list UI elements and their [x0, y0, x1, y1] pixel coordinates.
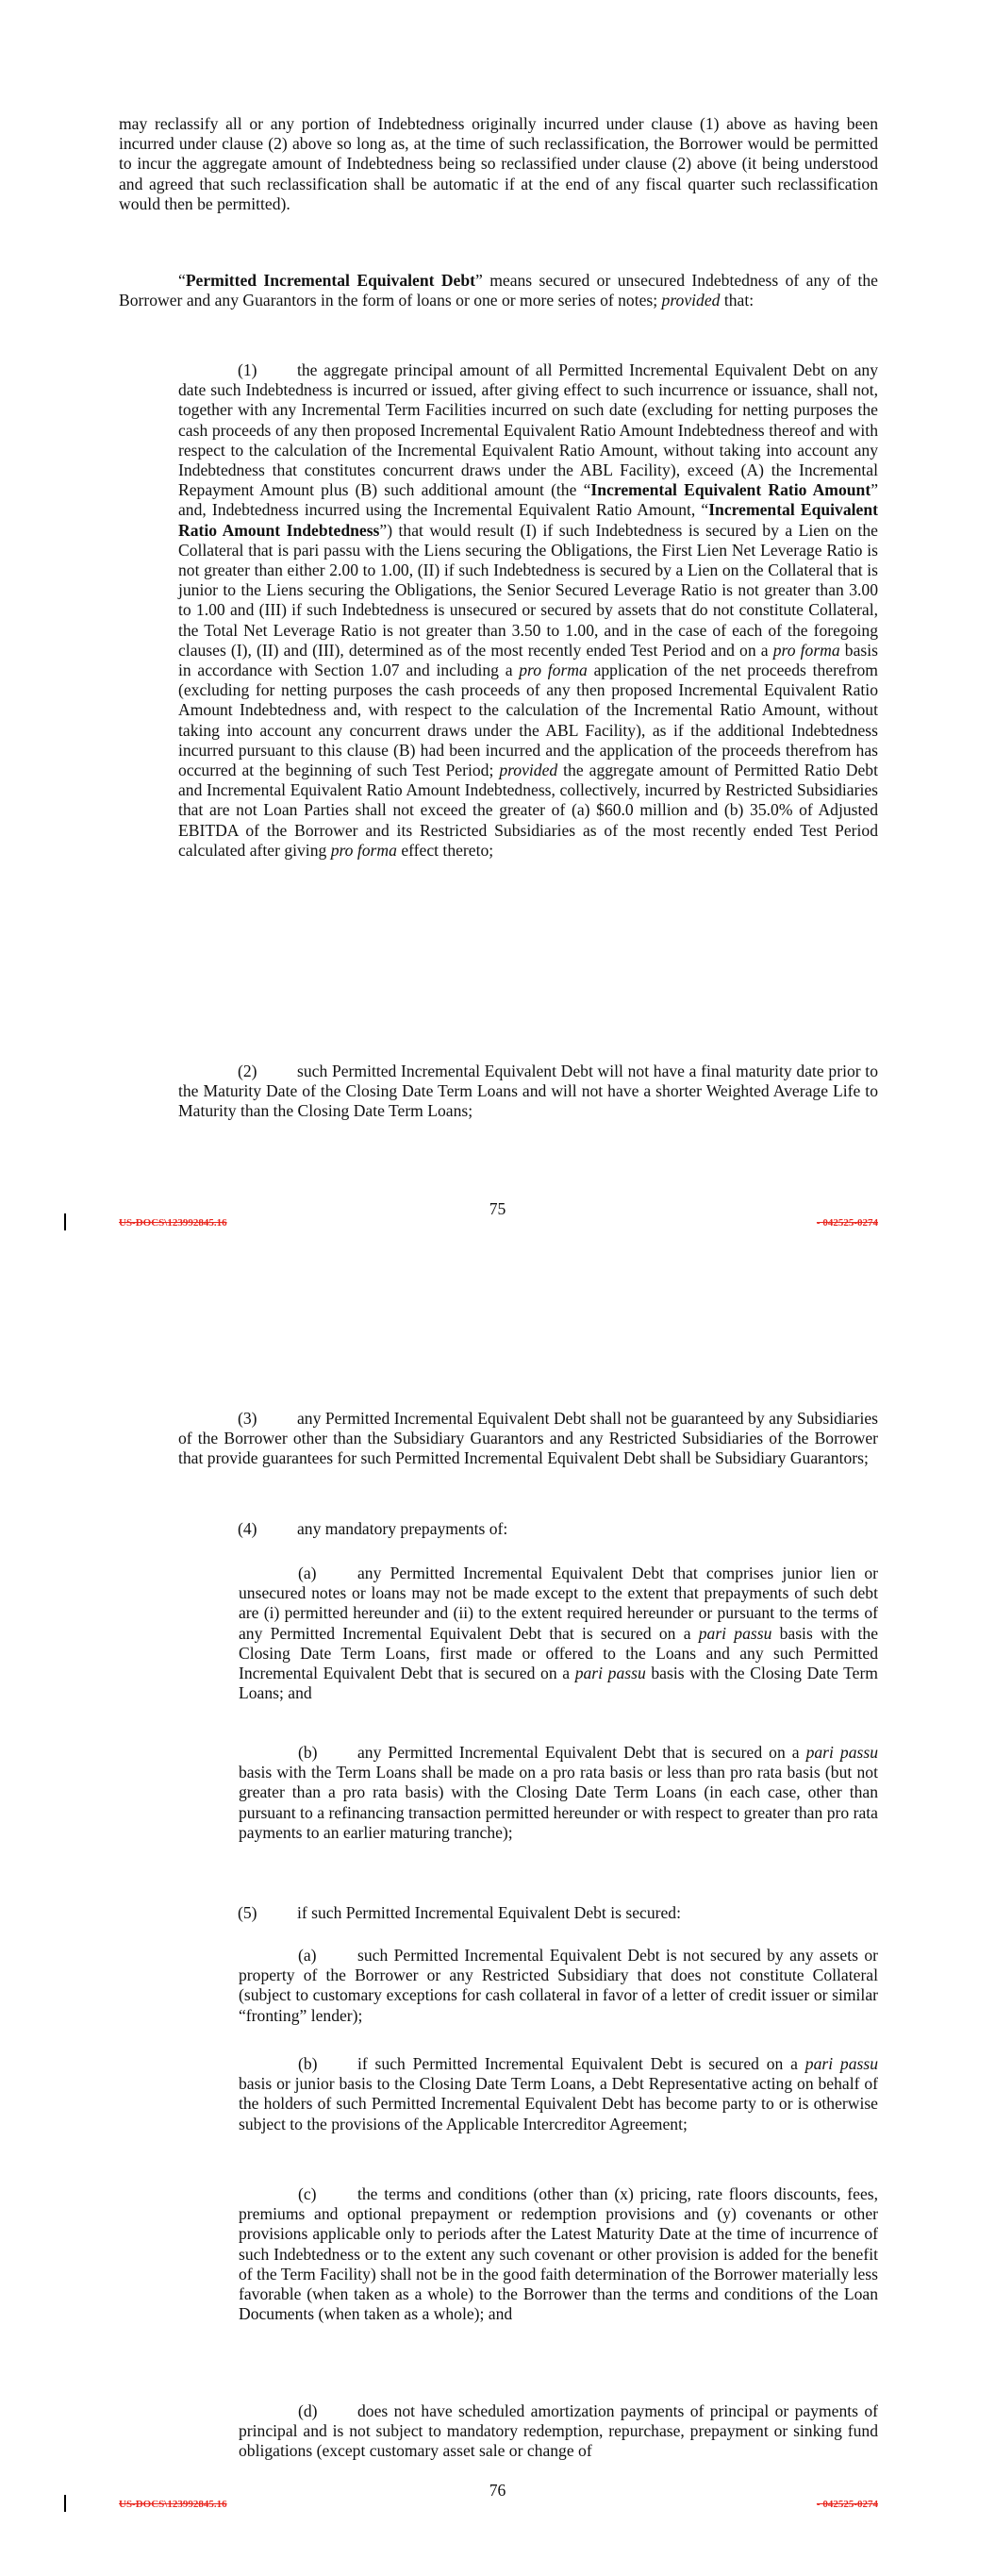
clause-5: (5) if such Permitted Incremental Equivalent Debt is secured:: [238, 1903, 681, 1922]
clause-number: (b): [298, 1743, 318, 1762]
clause-number: (4): [238, 1519, 257, 1538]
change-bar: [64, 2495, 66, 2512]
clause-4: (4) any mandatory prepayments of:: [238, 1519, 508, 1538]
clause-5a: (a) such Permitted Incremental Equivalent Debt is not secured by any assets or property of the Borrower or any Restricted Subsidiary that does not constitute Collateral (subject to customary exceptions for cash collateral in favor of a letter of credit issuer or similar “fronting” lender);: [239, 1946, 878, 2025]
footer-matter-number: - 042525-0274: [816, 2499, 878, 2510]
page-number: 76: [489, 2481, 506, 2500]
carryover-paragraph: may reclassify all or any portion of Indebtedness originally incurred under clause (1) above as having been incurred under clause (2) above so long as, at the time of such reclassification, the Borrower would be permitted to incur the aggregate amount of Indebtedness being so reclassified under clause (2) above (it being understood and agreed that such reclassification shall be automatic if at the end of any fiscal quarter such reclassification would then be permitted).: [119, 114, 878, 213]
clause-4b: (b) any Permitted Incremental Equivalent Debt that is secured on a pari passu basis with the Term Loans shall be made on a pro rata basis or less than pro rata basis (but not greater than a pro rata basis) with the Closing Date Term Loans (in each case, other than pursuant to a refinancing transaction permitted hereunder or with respect to greater than pro rata payments to an earlier maturing tranche);: [239, 1743, 879, 1842]
page-75: [0, 0, 995, 1264]
change-bar: [64, 1213, 66, 1230]
clause-number: (1): [238, 360, 257, 379]
footer-doc-id: US-DOCS\123992845.16: [119, 1217, 227, 1229]
clause-number: (3): [238, 1409, 257, 1428]
footer-matter-number: - 042525-0274: [816, 1217, 878, 1229]
clause-number: (5): [238, 1903, 257, 1922]
defined-term: Incremental Equivalent Ratio Amount: [590, 480, 871, 500]
clause-3: (3) any Permitted Incremental Equivalent Debt shall not be guaranteed by any Subsidiaries of the Borrower other than the Subsidiary Guarantors and any Restricted Subsidiaries of the Borrower that provide guarantees for such Permitted Incremental Equivalent Debt shall be Subsidiary Guarantors;: [178, 1409, 878, 1468]
footer-doc-id: US-DOCS\123992845.16: [119, 2499, 227, 2510]
clause-number: (a): [298, 1564, 317, 1582]
clause-2: (2) such Permitted Incremental Equivalent Debt will not have a final maturity date prior to the Maturity Date of the Closing Date Term Loans and will not have a shorter Weighted Average Life to Maturity than the Closing Date Term Loans;: [178, 1062, 878, 1121]
clause-4a: (a) any Permitted Incremental Equivalent Debt that comprises junior lien or unsecured notes or loans may not be made except to the extent that prepayments of such debt are (i) permitted hereunder and (ii) to the extent required hereunder or pursuant to the terms of any Permitted Incremental Equivalent Debt that is secured on a pari passu basis with the Closing Date Term Loans, first made or offered to the Loans and any such Permitted Incremental Equivalent Debt that is secured on a pari passu basis with the Closing Date Term Loans; and: [239, 1564, 879, 1703]
clause-number: (a): [298, 1946, 317, 1965]
page-number: 75: [489, 1199, 506, 1218]
defined-term: Permitted Incremental Equivalent Debt: [185, 271, 476, 290]
clause-5d: (d) does not have scheduled amortization payments of principal or payments of principal and is not subject to mandatory redemption, repurchase, prepayment or sinking fund obligations (except customary asset sale or change of: [239, 2401, 878, 2461]
clause-number: (c): [298, 2184, 317, 2203]
definition-paragraph: “Permitted Incremental Equivalent Debt” means secured or unsecured Indebtedness of any of the Borrower and any Guarantors in the form of loans or one or more series of notes; provided that:: [119, 271, 878, 310]
clause-number: (d): [298, 2401, 318, 2420]
clause-number: (2): [238, 1062, 257, 1080]
page-76: [0, 1264, 995, 2576]
defined-term: Incremental Equivalent Ratio Amount Indebtedness: [178, 500, 878, 540]
clause-1: (1) the aggregate principal amount of all Permitted Incremental Equivalent Debt on any date such Indebtedness is incurred or issued, after giving effect to such incurrence or issuance, shall not, together with any Incremental Term Facilities incurred on such date (excluding for netting purposes the cash proceeds of any then proposed Incremental Equivalent Ratio Amount Indebtedness thereof and with respect to the calculation of the Incremental Equivalent Ratio Amount, without taking into account any Indebtedness that constitutes concurrent draws under the ABL Facility), exceed (A) the Incremental Repayment Amount plus (B) such additional amount (the “Incremental Equivalent Ratio Amount” and, Indebtedness incurred using the Incremental Equivalent Ratio Amount, “Incremental Equivalent Ratio Amount Indebtedness”) that would result (I) if such Indebtedness is secured by a Lien on the Collateral that is pari passu with the Liens securing the Obligations, the First Lien Net Leverage Ratio is not greater than either 2.00 to 1.00, (II) if such Indebtedness is secured by a Lien on the Collateral that is junior to the Liens securing the Obligations, the Senior Secured Leverage Ratio is not greater than 3.00 to 1.00 and (III) if such Indebtedness is unsecured or secured by assets that do not constitute Collateral, the Total Net Leverage Ratio is not greater than 3.50 to 1.00, and in the case of each of the foregoing clauses (I), (II) and (III), determined as of the most recently ended Test Period and on a pro forma basis in accordance with Section 1.07 and including a pro forma application of the net proceeds therefrom (excluding for netting purposes the cash proceeds of any then proposed Incremental Equivalent Ratio Amount Indebtedness and, with respect to the calculation of the Incremental Ratio Amount, without taking into account any concurrent draws under the ABL Facility), as if the additional Indebtedness incurred pursuant to this clause (B) had been incurred and the application of the proceeds therefrom has occurred at the beginning of such Test Period; provided the aggregate amount of Permitted Ratio Debt and Incremental Equivalent Ratio Amount Indebtedness, collectively, incurred by Restricted Subsidiaries that are not Loan Parties shall not exceed the greater of (a) $60.0 million and (b) 35.0% of Adjusted EBITDA of the Borrower and its Restricted Subsidiaries as of the most recently ended Test Period calculated after giving pro forma effect thereto;: [178, 360, 878, 860]
clause-number: (b): [298, 2054, 318, 2073]
clause-5b: (b) if such Permitted Incremental Equivalent Debt is secured on a pari passu basis or junior basis to the Closing Date Term Loans, a Debt Representative acting on behalf of the holders of such Permitted Incremental Equivalent Debt has become party to or is otherwise subject to the provisions of the Applicable Intercreditor Agreement;: [239, 2054, 879, 2133]
clause-5c: (c) the terms and conditions (other than (x) pricing, rate floors discounts, fees, premiums and optional prepayment or redemption provisions and (y) covenants or other provisions applicable only to periods after the Latest Maturity Date at the time of incurrence of such Indebtedness or to the extent any such covenant or other provision is added for the benefit of the Term Facility) shall not be in the good faith determination of the Borrower materially less favorable (when taken as a whole) to the Borrower than the terms and conditions of the Loan Documents (when taken as a whole); and: [239, 2184, 878, 2324]
